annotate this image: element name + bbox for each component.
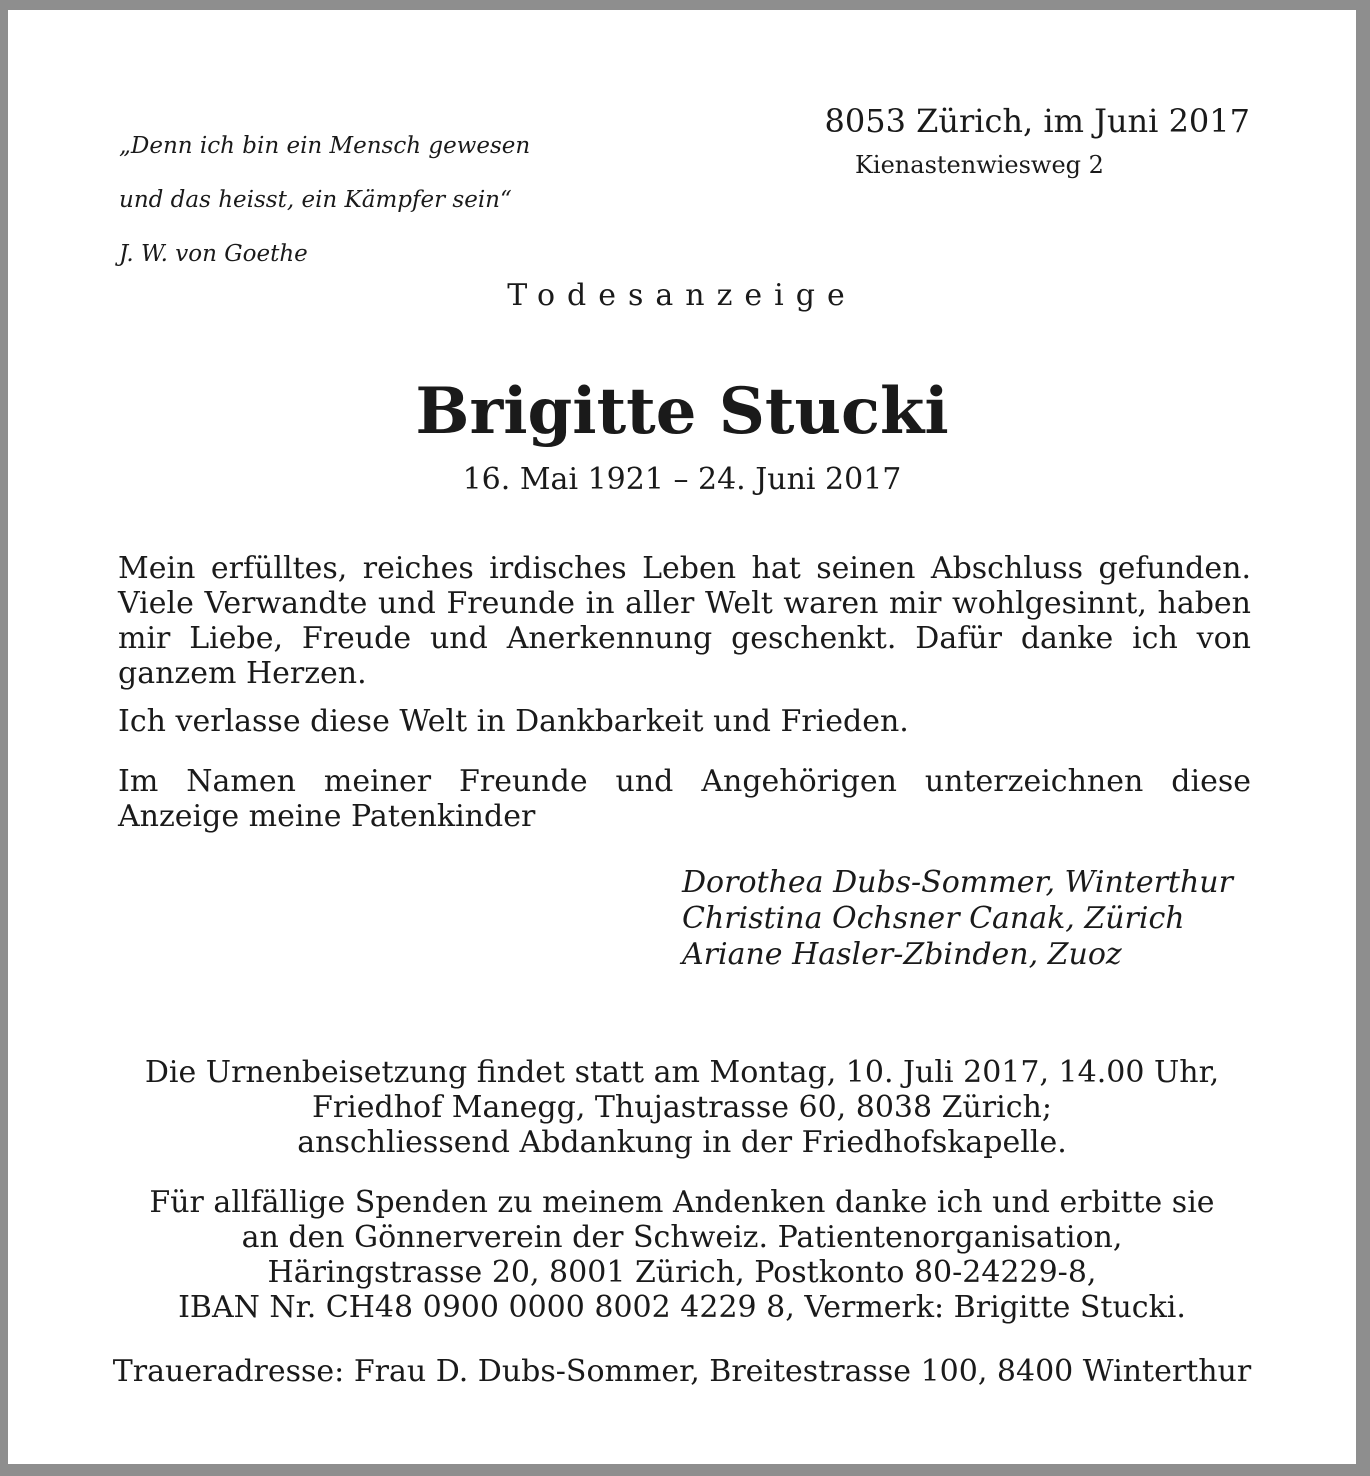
signer: Christina Ochsner Canak, Zürich: [682, 901, 1185, 936]
body-paragraph-2: Ich verlasse diese Welt in Dankbarkeit und Frieden.: [118, 704, 909, 739]
deceased-name: Brigitte Stucki: [415, 374, 949, 449]
body-paragraph-1: Mein erfülltes, reiches irdisches Leben hat seinen Abschluss gefunden. Viele Verwandte und Freunde in aller Welt waren mir wohlgesinnt, haben mir Liebe, Freude und Anerkennung geschenkt. Dafür danke ich von ganzem Herzen.: [118, 551, 1251, 691]
donation-line: IBAN Nr. CH48 0900 0000 8002 4229 8, Vermerk: Brigitte Stucki.: [178, 1290, 1186, 1325]
donation-info: [28, 1185, 1336, 1325]
body-paragraph-3: Im Namen meiner Freunde und Angehörigen unterzeichnen diese Anzeige meine Patenkinder: [118, 764, 1251, 834]
donation-line: Häringstrasse 20, 8001 Zürich, Postkonto 80-24229-8,: [267, 1255, 1097, 1290]
signers-list: [682, 865, 1233, 973]
ceremony-line: Die Urnenbeisetzung findet statt am Montag, 10. Juli 2017, 14.00 Uhr,: [144, 1055, 1220, 1090]
ceremony-line: anschliessend Abdankung in der Friedhofskapelle.: [297, 1125, 1067, 1160]
place-and-date: 8053 Zürich, im Juni 2017: [824, 102, 1250, 140]
death-notice-page: [8, 10, 1356, 1464]
ceremony-line: Friedhof Manegg, Thujastrasse 60, 8038 Zürich;: [312, 1090, 1052, 1125]
life-dates: 16. Mai 1921 – 24. Juni 2017: [462, 462, 902, 497]
quote-line: und das heisst, ein Kämpfer sein“: [119, 187, 512, 213]
donation-line: Für allfällige Spenden zu meinem Andenken danke ich und erbitte sie: [149, 1185, 1215, 1220]
signer: Dorothea Dubs-Sommer, Winterthur: [682, 865, 1233, 900]
ceremony-info: [28, 1055, 1336, 1160]
mourning-address: Traueradresse: Frau D. Dubs-Sommer, Breitestrasse 100, 8400 Winterthur: [112, 1354, 1252, 1389]
street-address: Kienastenwiesweg 2: [855, 151, 1104, 179]
notice-kind: Todesanzeige: [507, 278, 857, 313]
quote-line: „Denn ich bin ein Mensch gewesen: [119, 133, 531, 159]
signer: Ariane Hasler-Zbinden, Zuoz: [682, 937, 1122, 972]
quote-author: J. W. von Goethe: [119, 241, 308, 267]
goethe-quote: [119, 106, 530, 295]
donation-line: an den Gönnerverein der Schweiz. Patientenorganisation,: [241, 1220, 1123, 1255]
